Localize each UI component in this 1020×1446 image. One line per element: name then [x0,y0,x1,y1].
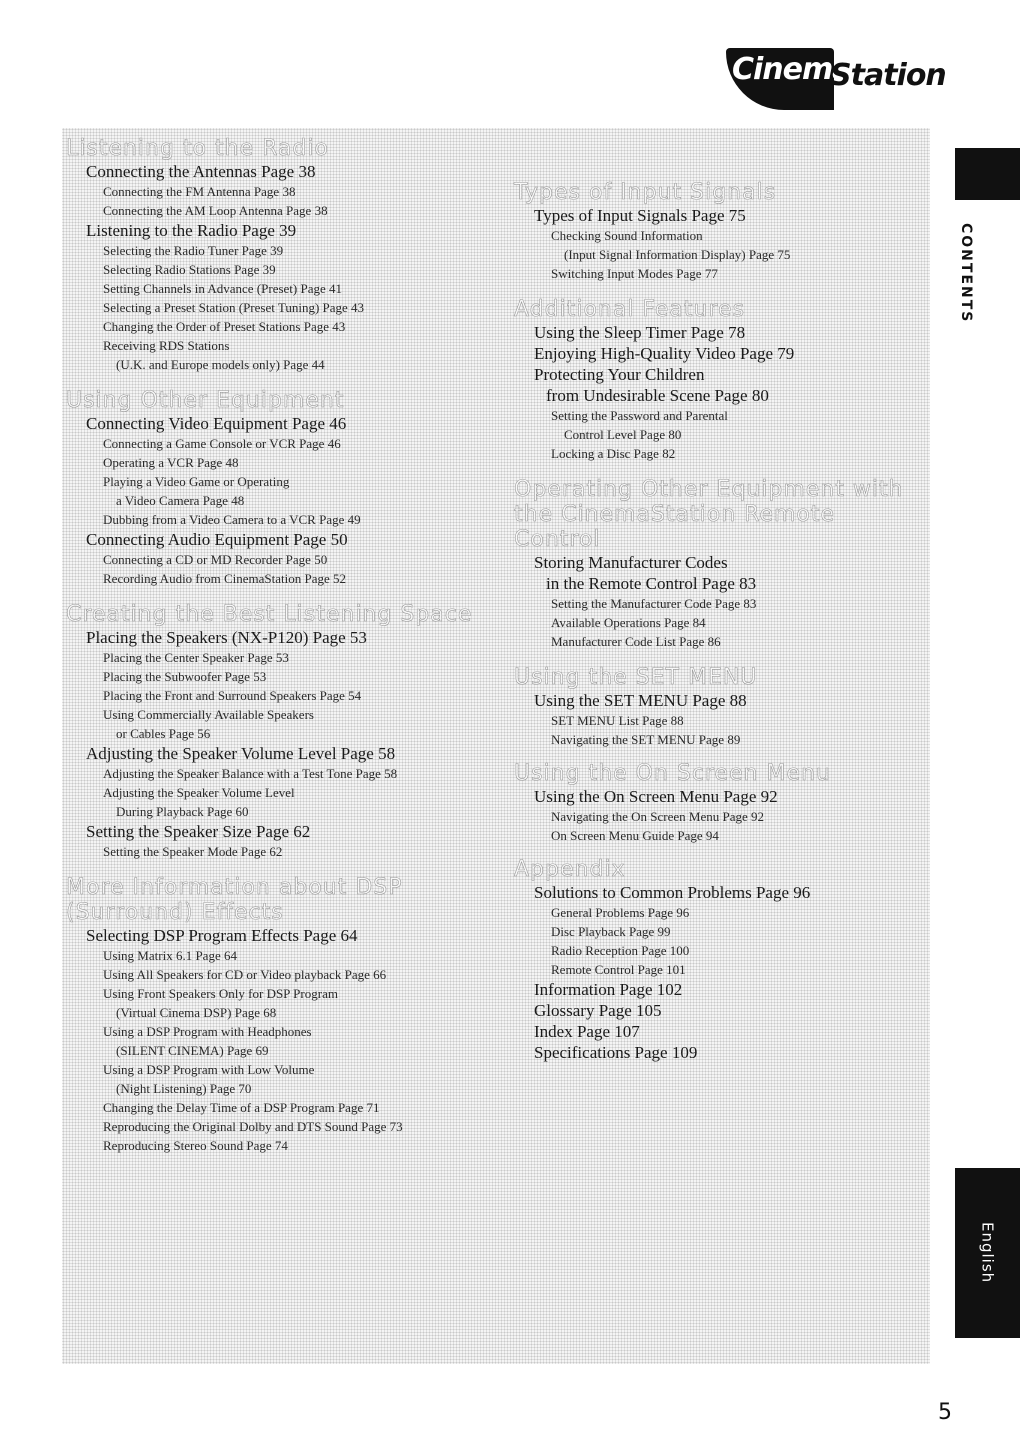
toc-subentry[interactable]: Setting the Password and Parental [551,408,728,423]
toc-entry[interactable]: Solutions to Common Problems Page 96 [534,883,811,902]
toc-entry[interactable]: Connecting Video Equipment Page 46 [86,414,347,433]
contents-tab [955,148,1020,200]
toc-entry[interactable]: Enjoying High-Quality Video Page 79 [534,344,795,363]
toc-subentry[interactable]: Using Matrix 6.1 Page 64 [103,948,237,963]
toc-subentry[interactable]: Manufacturer Code List Page 86 [551,634,721,649]
toc-subentry[interactable]: Connecting a Game Console or VCR Page 46 [103,436,341,451]
section-title: Types of Input Signals [514,180,777,205]
toc-subentry[interactable]: Placing the Center Speaker Page 53 [103,650,289,665]
toc-subentry[interactable]: Dubbing from a Video Camera to a VCR Page 49 [103,512,361,527]
toc-entry[interactable]: Using the On Screen Menu Page 92 [534,787,778,806]
contents-label: CONTENTS [958,222,974,324]
toc-subentry[interactable]: Using a DSP Program with Low Volume [103,1062,315,1077]
toc-entry[interactable]: Storing Manufacturer Codes [534,553,728,572]
toc-subentry[interactable]: On Screen Menu Guide Page 94 [551,828,719,843]
section-title: Creating the Best Listening Space [66,602,473,627]
contents-side-label [948,218,984,328]
toc-subentry[interactable]: Navigating the On Screen Menu Page 92 [551,809,765,824]
section-title: Additional Features [514,297,746,322]
toc-subentry[interactable]: Connecting the FM Antenna Page 38 [103,184,296,199]
toc-subentry[interactable]: Checking Sound Information [551,228,703,243]
toc-subentry[interactable]: Receiving RDS Stations [103,338,230,353]
toc-subentry[interactable]: Placing the Subwoofer Page 53 [103,669,267,684]
toc-entry[interactable]: Setting the Speaker Size Page 62 [86,822,311,841]
toc-subentry[interactable]: (SILENT CINEMA) Page 69 [116,1043,269,1058]
toc-subentry[interactable]: Changing the Delay Time of a DSP Program Page 71 [103,1100,380,1115]
toc-subentry[interactable]: Using All Speakers for CD or Video playback Page 66 [103,967,387,982]
toc-section [514,665,924,749]
toc-subentry[interactable]: Selecting the Radio Tuner Page 39 [103,243,284,258]
toc-subentry[interactable]: a Video Camera Page 48 [116,493,245,508]
toc-subentry[interactable]: Remote Control Page 101 [551,962,686,977]
toc-subentry[interactable]: (Night Listening) Page 70 [116,1081,252,1096]
section-title: Operating Other Equipment with the CinemaStation Remote Control [514,477,904,552]
toc-entry[interactable]: in the Remote Control Page 83 [546,574,757,593]
toc-subentry[interactable]: Using a DSP Program with Headphones [103,1024,312,1039]
toc-entry[interactable]: Glossary Page 105 [534,1001,662,1020]
toc-section [514,297,924,463]
toc-subentry[interactable]: Locking a Disc Page 82 [551,446,676,461]
toc-subentry[interactable]: Adjusting the Speaker Balance with a Test Tone Page 58 [103,766,398,781]
toc-subentry[interactable]: Adjusting the Speaker Volume Level [103,785,295,800]
toc-subentry[interactable]: Control Level Page 80 [564,427,682,442]
toc-subentry[interactable]: (U.K. and Europe models only) Page 44 [116,357,325,372]
toc-subentry[interactable]: Playing a Video Game or Operating [103,474,290,489]
toc-subentry[interactable]: Setting Channels in Advance (Preset) Page 41 [103,281,343,296]
toc-left-column [66,128,506,1155]
toc-subentry[interactable]: During Playback Page 60 [116,804,249,819]
toc-entry[interactable]: Using the Sleep Timer Page 78 [534,323,746,342]
toc-section [66,875,506,1155]
logo-rest-text: Station [830,58,946,93]
toc-entry[interactable]: Specifications Page 109 [534,1043,698,1062]
toc-subentry[interactable]: Selecting a Preset Station (Preset Tuning) Page 43 [103,300,365,315]
toc-subentry[interactable]: Connecting the AM Loop Antenna Page 38 [103,203,328,218]
toc-subentry[interactable]: Radio Reception Page 100 [551,943,690,958]
section-title: Listening to the Radio [66,136,329,161]
toc-right-column [514,128,924,1063]
toc-subentry[interactable]: Available Operations Page 84 [551,615,706,630]
cinemastation-logo [726,40,956,132]
toc-subentry[interactable]: Setting the Speaker Mode Page 62 [103,844,283,859]
toc-entry[interactable]: Protecting Your Children [534,365,705,384]
toc-subentry[interactable]: Navigating the SET MENU Page 89 [551,732,741,747]
toc-entry[interactable]: Connecting the Antennas Page 38 [86,162,316,181]
toc-subentry[interactable]: Reproducing the Original Dolby and DTS Sound Page 73 [103,1119,403,1134]
logo-badge-text: Cinema [732,52,852,87]
section-title: Appendix [514,857,626,882]
section-title: More Information about DSP (Surround) Effects [66,875,403,925]
section-title: Using the SET MENU [514,665,758,690]
toc-entry[interactable]: Selecting DSP Program Effects Page 64 [86,926,358,945]
section-title: Using Other Equipment [66,388,345,413]
toc-subentry[interactable]: (Input Signal Information Display) Page 75 [564,247,791,262]
toc-subentry[interactable]: Operating a VCR Page 48 [103,455,239,470]
toc-subentry[interactable]: Switching Input Modes Page 77 [551,266,718,281]
toc-entry[interactable]: Index Page 107 [534,1022,640,1041]
toc-section [514,761,924,845]
toc-subentry[interactable]: (Virtual Cinema DSP) Page 68 [116,1005,277,1020]
toc-section [514,180,924,283]
section-title: Using the On Screen Menu [514,761,831,786]
toc-subentry[interactable]: Selecting Radio Stations Page 39 [103,262,276,277]
toc-subentry[interactable]: or Cables Page 56 [116,726,211,741]
toc-subentry[interactable]: Placing the Front and Surround Speakers Page 54 [103,688,362,703]
toc-entry[interactable]: from Undesirable Scene Page 80 [546,386,769,405]
toc-section [514,857,924,1063]
logo-dots-icon [756,110,846,128]
english-label: English [978,1222,997,1284]
toc-subentry[interactable]: Reproducing Stereo Sound Page 74 [103,1138,288,1153]
toc-entry[interactable]: Placing the Speakers (NX-P120) Page 53 [86,628,367,647]
toc-subentry[interactable]: SET MENU List Page 88 [551,713,684,728]
toc-entry[interactable]: Using the SET MENU Page 88 [534,691,747,710]
toc-section [514,477,924,651]
toc-subentry[interactable]: General Problems Page 96 [551,905,690,920]
toc-subentry[interactable]: Using Commercially Available Speakers [103,707,314,722]
toc-subentry[interactable]: Using Front Speakers Only for DSP Program [103,986,338,1001]
toc-subentry[interactable]: Connecting a CD or MD Recorder Page 50 [103,552,328,567]
english-tab [955,1168,1020,1338]
toc-entry[interactable]: Information Page 102 [534,980,683,999]
toc-section [66,602,506,861]
toc-subentry[interactable]: Disc Playback Page 99 [551,924,671,939]
toc-entry[interactable]: Adjusting the Speaker Volume Level Page 58 [86,744,396,763]
toc-entry[interactable]: Listening to the Radio Page 39 [86,221,297,240]
toc-entry[interactable]: Connecting Audio Equipment Page 50 [86,530,348,549]
toc-subentry[interactable]: Changing the Order of Preset Stations Page 43 [103,319,346,334]
toc-subentry[interactable]: Setting the Manufacturer Code Page 83 [551,596,757,611]
toc-entry[interactable]: Types of Input Signals Page 75 [534,206,746,225]
toc-subentry[interactable]: Recording Audio from CinemaStation Page 52 [103,571,346,586]
toc-section [66,388,506,588]
page-number: 5 [938,1400,952,1425]
toc-section [66,136,506,374]
